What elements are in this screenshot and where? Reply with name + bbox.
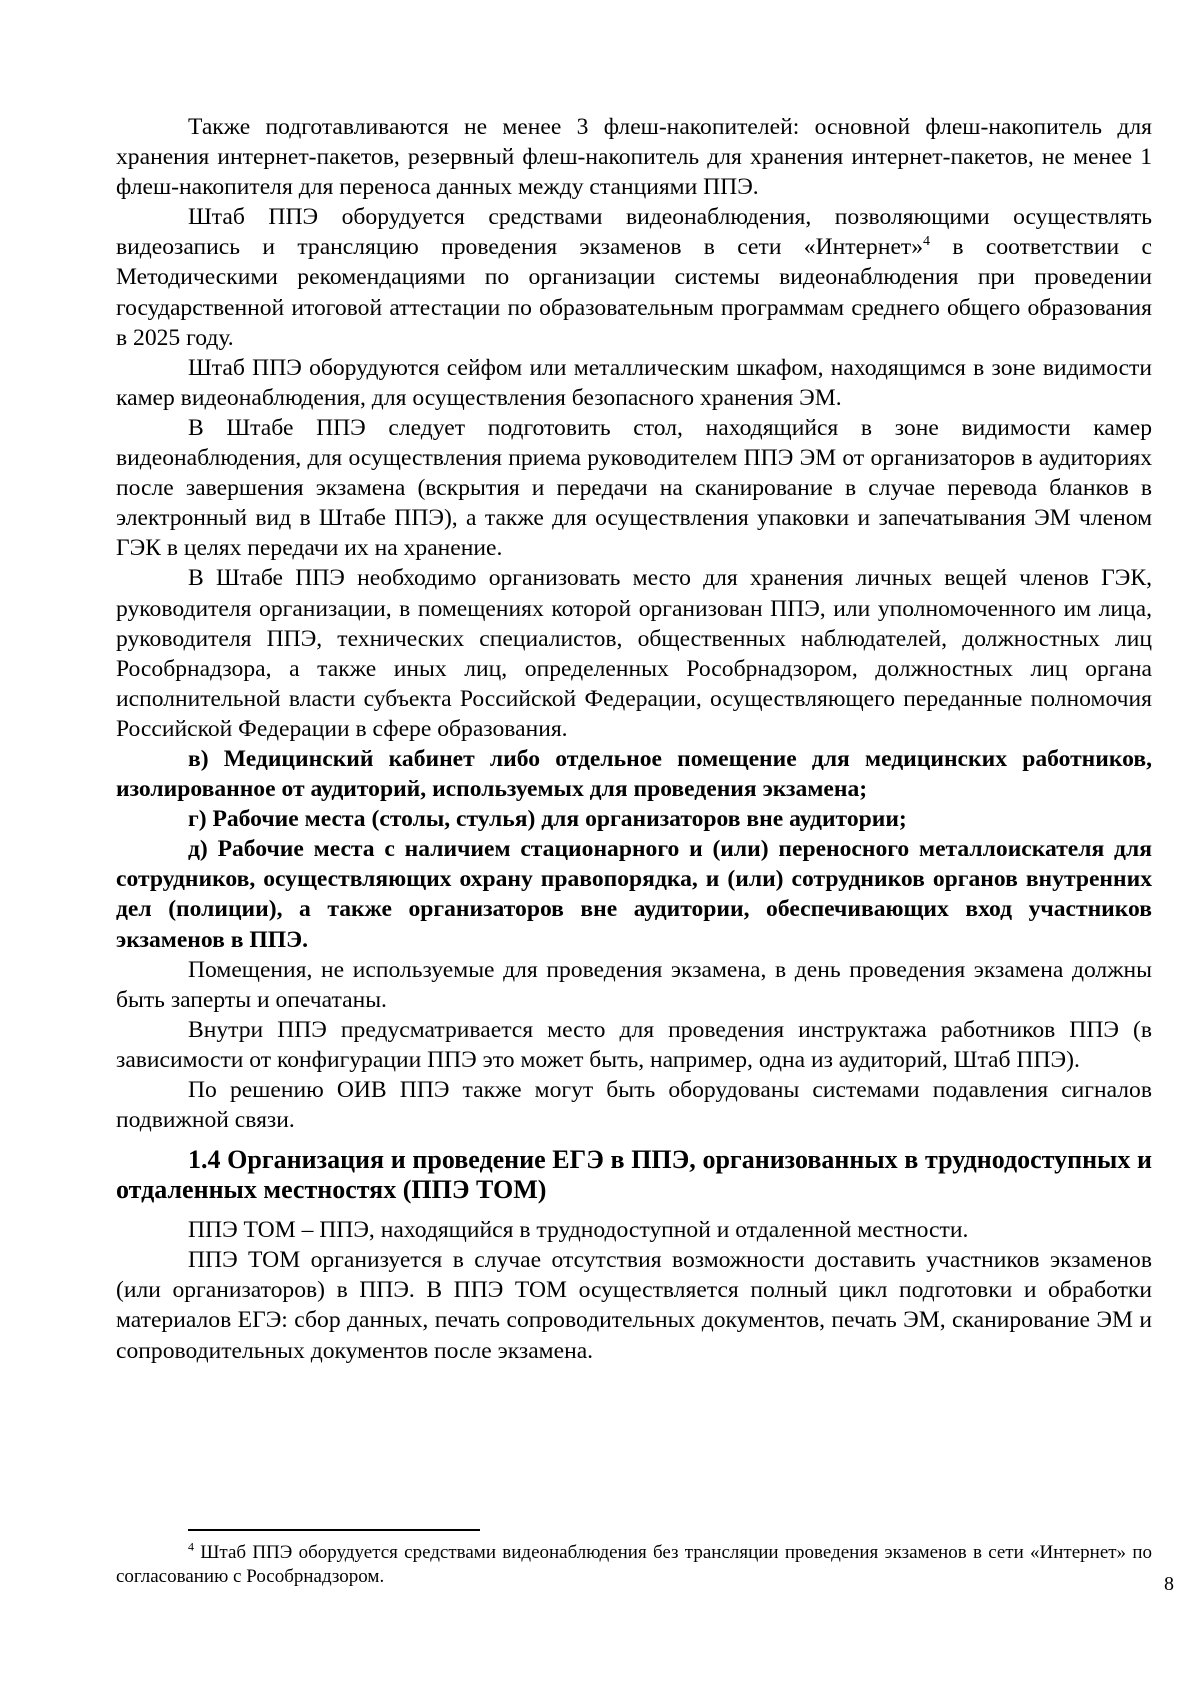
paragraph-text: Штаб ППЭ оборудуются сейфом или металлическим шкафом, находящимся в зоне видимости камер видеонаблюдения, для осуществления безопасного хранения ЭМ. (116, 354, 1152, 411)
paragraph-table (116, 413, 1152, 563)
paragraph-safe (116, 353, 1152, 413)
paragraph-text: По решению ОИВ ППЭ также могут быть оборудованы системами подавления сигналов подвижной связи. (116, 1077, 1152, 1134)
paragraph-text: ППЭ ТОМ – ППЭ, находящийся в труднодоступной и отдаленной местности. (188, 1217, 969, 1244)
footnote-text: Штаб ППЭ оборудуется средствами видеонаблюдения без трансляции проведения экзаменов в сети «Интернет» по согласованию с Рособрнадзором. (116, 1542, 1152, 1587)
paragraph-personal-belongings (116, 563, 1152, 744)
list-item-text: в) Медицинский кабинет либо отдельное помещение для медицинских работников, изолированное от аудиторий, используемых для проведения экзамена; (116, 745, 1152, 803)
page-number: 8 (1164, 1573, 1174, 1595)
paragraph-briefing (116, 1015, 1152, 1075)
paragraph-ppe-tom-definition (116, 1215, 1152, 1245)
footnote-reference: 4 (923, 234, 931, 250)
list-item-medical-room (116, 744, 1152, 804)
footnote-separator (188, 1529, 480, 1531)
paragraph-text: Помещения, не используемые для проведения экзамена, в день проведения экзамена должны быть заперты и опечатаны. (116, 956, 1152, 1013)
list-item-workplaces (116, 804, 1152, 834)
paragraph-text-continued: в соответствии с Методическими рекомендациями по организации системы видеонаблюдения при проведении государственной итоговой аттестации по образовательным программам среднего общего образования в 2025 году. (116, 234, 1152, 351)
paragraph-unused-rooms (116, 955, 1152, 1015)
paragraph-text: Также подготавливаются не менее 3 флеш-накопителей: основной флеш-накопитель для хранения интернет-пакетов, резервный флеш-накопитель для хранения интернет-пакетов, не менее 1 флеш-накопителя для переноса данных между станциями ППЭ. (116, 114, 1152, 201)
document-body (116, 112, 1152, 1366)
paragraph-text: В Штабе ППЭ необходимо организовать место для хранения личных вещей членов ГЭК, руководителя организации, в помещениях которой организован ППЭ, или уполномоченного им лица, руководителя ППЭ, технических специалистов, общественных наблюдателей, должностных лиц Рособрнадзора, а также иных лиц, определенных Рособрнадзором, должностных лиц органа исполнительной власти субъекта Российской Федерации, осуществляющего переданные полномочия Российской Федерации в сфере образования. (116, 565, 1152, 742)
footnote-number: 4 (188, 1539, 194, 1554)
paragraph-text: Внутри ППЭ предусматривается место для проведения инструктажа работников ППЭ (в зависимости от конфигурации ППЭ это может быть, например, одна из аудиторий, Штаб ППЭ). (116, 1016, 1152, 1073)
paragraph-text: В Штабе ППЭ следует подготовить стол, находящийся в зоне видимости камер видеонаблюдения, для осуществления приема руководителем ППЭ ЭМ от организаторов в аудиториях после завершения экзамена (вскрытия и передачи на сканирование в случае перевода бланков в электронный вид в Штабе ППЭ), а также для осуществления упаковки и запечатывания ЭМ членом ГЭК в целях передачи их на хранение. (116, 414, 1152, 562)
list-item-text: г) Рабочие места (столы, стулья) для организаторов вне аудитории; (188, 806, 907, 833)
paragraph-ppe-tom-organization (116, 1245, 1152, 1365)
paragraph-flash-drives (116, 112, 1152, 202)
paragraph-video-surveillance (116, 202, 1152, 352)
list-item-text: д) Рабочие места с наличием стационарного и (или) переносного металлоискателя для сотрудников, осуществляющих охрану правопорядка, и (или) сотрудников органов внутренних дел (полиции), а также организаторов вне аудитории, обеспечивающих вход участников экзаменов в ППЭ. (116, 836, 1152, 953)
list-item-metal-detector (116, 834, 1152, 954)
section-heading: 1.4 Организация и проведение ЕГЭ в ППЭ, организованных в труднодоступных и отдаленных местностях (ППЭ ТОМ) (116, 1145, 1152, 1205)
paragraph-signal-jamming (116, 1075, 1152, 1135)
footnote (116, 1541, 1152, 1589)
paragraph-text: ППЭ ТОМ организуется в случае отсутствия возможности доставить участников экзаменов (или организаторов) в ППЭ. В ППЭ ТОМ осуществляется полный цикл подготовки и обработки материалов ЕГЭ: сбор данных, печать сопроводительных документов, печать ЭМ, сканирование ЭМ и сопроводительных документов после экзамена. (116, 1247, 1152, 1364)
paragraph-text: Штаб ППЭ оборудуется средствами видеонаблюдения, позволяющими осуществлять видеозапись и трансляцию проведения экзаменов в сети «Интернет» (116, 204, 1152, 261)
